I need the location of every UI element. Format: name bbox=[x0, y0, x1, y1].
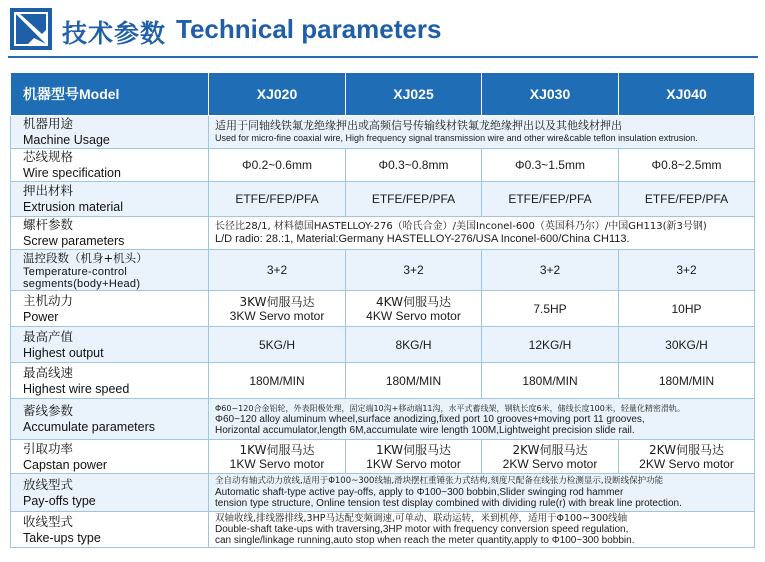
row-label: 收线型式 Take-ups type bbox=[11, 512, 209, 548]
table-row bbox=[11, 327, 755, 363]
row-value-span: 适用于同轴线铁氟龙绝缘押出或高频信号传输线材铁氟龙绝缘押出以及其他线材押出 Used for micro-fine coaxial wire, High frequency signal transmission wire and other wire&cable teflon insulation extrusion. bbox=[209, 116, 755, 149]
cell-xj025: 1KW伺服马达 1KW Servo motor bbox=[346, 440, 482, 474]
cell-xj025: Φ0.3~0.8mm bbox=[346, 149, 482, 182]
table-row bbox=[11, 474, 755, 512]
cell-xj030: Φ0.3~1.5mm bbox=[482, 149, 619, 182]
cell-xj025: 4KW伺服马达 4KW Servo motor bbox=[346, 291, 482, 327]
column-header-xj040: XJ040 bbox=[619, 73, 755, 116]
row-label: 螺杆参数 Screw parameters bbox=[11, 217, 209, 250]
row-label: 押出材料 Extrusion material bbox=[11, 182, 209, 217]
cell-xj040: 180M/MIN bbox=[619, 363, 755, 399]
column-header-xj025: XJ025 bbox=[346, 73, 482, 116]
table-row bbox=[11, 250, 755, 291]
cell-xj030: 12KG/H bbox=[482, 327, 619, 363]
cell-xj025: 180M/MIN bbox=[346, 363, 482, 399]
row-label: 引取功率 Capstan power bbox=[11, 440, 209, 474]
row-label: 放线型式 Pay-offs type bbox=[11, 474, 209, 512]
row-value-span: 长径比28/1, 材料德国HASTELLOY-276（哈氏合金）/美国Inconel-600（英国科乃尔）/中国GH113(新3号钢) L/D radio: 28.:1, Material:Germany HASTELLOY-276/USA Inconel-600/China CH113. bbox=[209, 217, 755, 250]
cell-xj030: 7.5HP bbox=[482, 291, 619, 327]
cell-xj030: 180M/MIN bbox=[482, 363, 619, 399]
page-title-en: Technical parameters bbox=[176, 14, 442, 44]
cell-xj025: 3+2 bbox=[346, 250, 482, 291]
cell-xj030: 3+2 bbox=[482, 250, 619, 291]
page-title-cn: 技术参数 bbox=[62, 19, 167, 48]
row-value-span: 双轴收线,排线器排线,3HP马达配变频调速,可单动、联动运转，米到机停，适用于Φ100~300线轴 Double-shaft take-ups with traversing,3HP motor with frequency conversion speed regulation, can single/linkage running,auto stop when reach the meter quantity,apply to Φ100~300 bobbin. bbox=[209, 512, 755, 548]
cell-xj030: 2KW伺服马达 2KW Servo motor bbox=[482, 440, 619, 474]
column-header-model: 机器型号Model bbox=[11, 73, 209, 116]
table-row bbox=[11, 399, 755, 440]
technical-parameters-table bbox=[10, 72, 755, 548]
row-label: 芯线规格 Wire specification bbox=[11, 149, 209, 182]
cell-xj020: 1KW伺服马达 1KW Servo motor bbox=[209, 440, 346, 474]
table-row bbox=[11, 149, 755, 182]
table-row bbox=[11, 182, 755, 217]
table-row bbox=[11, 116, 755, 149]
cell-xj040: ETFE/FEP/PFA bbox=[619, 182, 755, 217]
table-header-row bbox=[11, 73, 755, 116]
cell-xj020: 3KW伺服马达 3KW Servo motor bbox=[209, 291, 346, 327]
cell-xj020: Φ0.2~0.6mm bbox=[209, 149, 346, 182]
cell-xj020: 3+2 bbox=[209, 250, 346, 291]
row-label: 最高产值 Highest output bbox=[11, 327, 209, 363]
row-value-span: Φ60~120合金铝轮，外表阳极处理，固定端10沟+移动端11沟，水平式蓄线架，钢轨长度6米，储线长度100米，轻量化精密滑轨。 Φ60~120 alloy aluminum wheel,surface anodizing,fixed port 10 grooves+moving port 11 grooves, Horizontal accumulator,length 6M,accumulate wire length 100M,Lightweight precision slide rail. bbox=[209, 399, 755, 440]
cell-xj040: 10HP bbox=[619, 291, 755, 327]
cell-xj040: 3+2 bbox=[619, 250, 755, 291]
row-label: 主机动力 Power bbox=[11, 291, 209, 327]
column-header-xj020: XJ020 bbox=[209, 73, 346, 116]
row-label: 最高线速 Highest wire speed bbox=[11, 363, 209, 399]
table-row bbox=[11, 440, 755, 474]
cell-xj030: ETFE/FEP/PFA bbox=[482, 182, 619, 217]
row-label: 机器用途 Machine Usage bbox=[11, 116, 209, 149]
cell-xj025: ETFE/FEP/PFA bbox=[346, 182, 482, 217]
cell-xj040: 30KG/H bbox=[619, 327, 755, 363]
cell-xj020: 180M/MIN bbox=[209, 363, 346, 399]
column-header-xj030: XJ030 bbox=[482, 73, 619, 116]
cell-xj025: 8KG/H bbox=[346, 327, 482, 363]
cell-xj020: 5KG/H bbox=[209, 327, 346, 363]
cell-xj040: 2KW伺服马达 2KW Servo motor bbox=[619, 440, 755, 474]
cell-xj020: ETFE/FEP/PFA bbox=[209, 182, 346, 217]
page-header bbox=[8, 6, 758, 52]
table-row bbox=[11, 291, 755, 327]
logo-arrow-icon bbox=[10, 8, 52, 50]
row-value-span: 全自动有轴式动力放线,适用于Φ100~300线轴,滑块摆杠重锤张力式结构,刻度尺配备在线张力检测显示,设断线保护功能 Automatic shaft-type active pay-offs, apply to Φ100~300 bobbin,Slider swinging rod hammer tension type structure, Online tension test display combined with dividing rule(r) with break line protection. bbox=[209, 474, 755, 512]
row-label: 温控段数（机身+机头） Temperature-control segments(body+Head) bbox=[11, 250, 209, 291]
table-row bbox=[11, 217, 755, 250]
table-row bbox=[11, 363, 755, 399]
row-label: 蓄线参数 Accumulate parameters bbox=[11, 399, 209, 440]
header-divider bbox=[8, 56, 758, 58]
table-row bbox=[11, 512, 755, 548]
cell-xj040: Φ0.8~2.5mm bbox=[619, 149, 755, 182]
